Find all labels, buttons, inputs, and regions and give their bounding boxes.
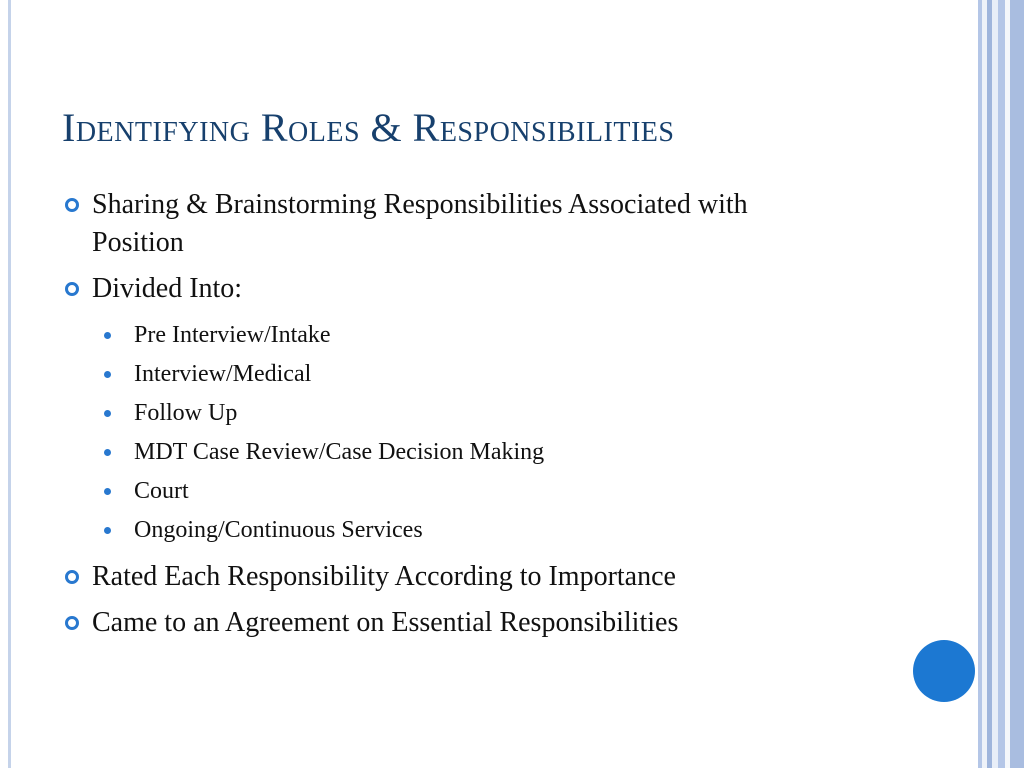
dot-bullet-icon — [104, 449, 111, 456]
bullet-text: Came to an Agreement on Essential Responsibilities — [92, 607, 679, 638]
bullet-item — [62, 186, 762, 262]
sub-bullet-item — [62, 433, 762, 472]
ring-bullet-icon — [65, 616, 79, 630]
left-frame-border — [0, 0, 11, 768]
sub-bullet-text: MDT Case Review/Case Decision Making — [134, 439, 545, 465]
sub-bullet-text: Interview/Medical — [134, 361, 312, 387]
bullet-item — [62, 270, 762, 308]
dot-bullet-icon — [104, 488, 111, 495]
sub-bullet-text: Follow Up — [134, 400, 238, 426]
ring-bullet-icon — [65, 282, 79, 296]
sub-bullet-text: Ongoing/Continuous Services — [134, 517, 423, 543]
ring-bullet-icon — [65, 198, 79, 212]
ring-bullet-icon — [65, 570, 79, 584]
bullet-text: Divided Into: — [92, 273, 243, 304]
bullet-item — [62, 604, 762, 642]
sub-bullet-text: Court — [134, 478, 189, 504]
bullet-text: Sharing & Brainstorming Responsibilities Associated with Position — [92, 189, 748, 258]
right-frame-stripes — [978, 0, 1024, 768]
sub-bullet-item — [62, 316, 762, 355]
sub-bullet-text: Pre Interview/Intake — [134, 322, 331, 348]
dot-bullet-icon — [104, 410, 111, 417]
bullet-text: Rated Each Responsibility According to Importance — [92, 561, 676, 592]
sub-bullet-item — [62, 355, 762, 394]
decorative-circle — [913, 640, 975, 702]
dot-bullet-icon — [104, 527, 111, 534]
sub-bullet-item — [62, 394, 762, 433]
slide-content — [62, 186, 762, 650]
dot-bullet-icon — [104, 332, 111, 339]
sub-bullet-item — [62, 511, 762, 550]
slide-title: Identifying Roles & Responsibilities — [62, 105, 675, 150]
sub-bullet-list — [62, 316, 762, 550]
bullet-item — [62, 558, 762, 596]
sub-bullet-item — [62, 472, 762, 511]
dot-bullet-icon — [104, 371, 111, 378]
